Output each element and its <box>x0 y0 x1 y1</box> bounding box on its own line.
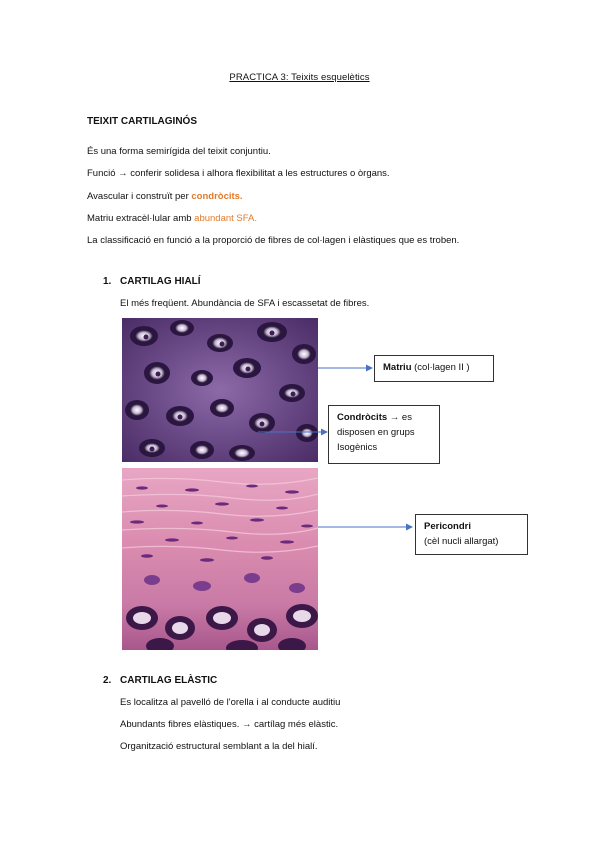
item2-number: 2. <box>103 675 112 686</box>
page-title: PRACTICA 3: Teixits esquelètics <box>229 72 370 83</box>
label-pericondri-line1 <box>424 519 519 534</box>
item1-heading: CARTILAG HIALÍ <box>120 276 201 287</box>
item1-description: El més freqüent. Abundància de SFA i escassetat de fibres. <box>120 298 370 309</box>
section-heading: TEIXIT CARTILAGINÓS <box>87 116 197 127</box>
intro-line-3-prefix: Avascular i construït per <box>87 191 192 202</box>
label-pericondri <box>415 514 528 555</box>
item2-line-1: Es localitza al pavelló de l'orella i al conducte auditiu <box>120 697 341 708</box>
label-condrocits-rest: → es <box>387 412 412 423</box>
intro-line-1: És una forma semirígida del teixit conjuntiu. <box>87 146 271 157</box>
label-condrocits-line2: disposen en grups <box>337 427 415 438</box>
intro-line-2: Funció → conferir solidesa i alhora flexibilitat a les estructures o òrgans. <box>87 168 390 179</box>
label-matriu-bold: Matriu <box>383 362 412 373</box>
label-pericondri-bold: Pericondri <box>424 521 471 532</box>
intro-line-5: La classificació en funció a la proporció de fibres de col·lagen i elàstiques que es troben. <box>87 235 460 246</box>
label-condrocits <box>328 405 440 464</box>
condrocits-highlight: condròcits. <box>191 191 243 202</box>
item1-number: 1. <box>103 276 112 287</box>
item2-line-3: Organització estructural semblant a la del hialí. <box>120 741 318 752</box>
label-matriu <box>374 355 494 382</box>
intro-line-4-prefix: Matriu extracèl·lular amb <box>87 213 195 224</box>
item2-heading: CARTILAG ELÀSTIC <box>120 675 218 686</box>
item2-line-2: Abundants fibres elàstiques. → cartílag més elàstic. <box>120 719 339 730</box>
label-pericondri-line2: (cèl nucli allargat) <box>424 536 499 547</box>
label-matriu-rest: (col·lagen II ) <box>411 362 470 373</box>
label-condrocits-line3: Isogènics <box>337 442 378 453</box>
sfa-highlight: abundant SFA. <box>194 213 258 224</box>
label-condrocits-bold: Condròcits <box>337 412 388 423</box>
label-condrocits-line1 <box>337 410 431 425</box>
